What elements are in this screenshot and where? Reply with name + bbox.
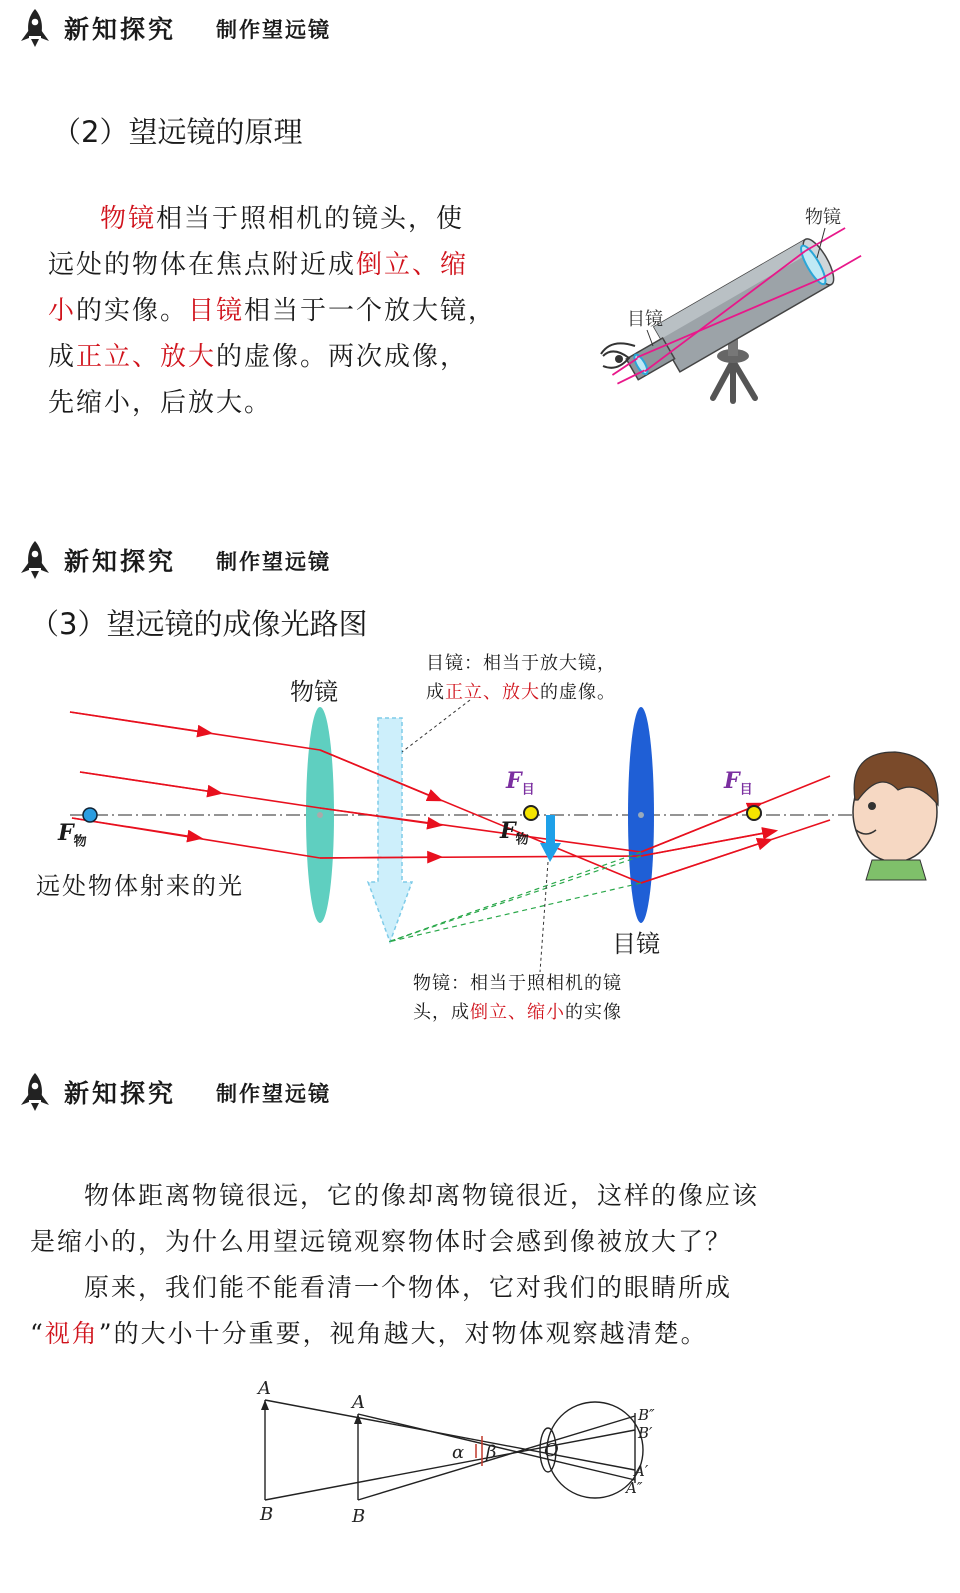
label-A1: A′: [634, 1462, 649, 1480]
text-span: 成: [48, 342, 77, 372]
text-span: 的实像: [565, 1002, 622, 1023]
highlight-text: 物镜: [100, 204, 157, 234]
objective-note: [413, 969, 622, 1027]
eyepiece-note: [426, 649, 616, 707]
section-header: [18, 6, 618, 46]
label-alpha: α: [452, 1442, 465, 1463]
label-B-near: B: [352, 1506, 366, 1527]
rocket-icon: [18, 1072, 52, 1112]
text-span: 相当于一个放大镜，: [244, 296, 497, 326]
text-line: [48, 334, 548, 380]
text-line: [48, 196, 548, 242]
label-A-near: A: [352, 1392, 365, 1413]
paragraph-line: 是缩小的，为什么用望远镜观察物体时会感到像被放大了？: [30, 1227, 733, 1256]
label-A2: A″: [626, 1479, 643, 1497]
visual-angle-paragraph: [30, 1173, 930, 1357]
header-subtitle: 制作望远镜: [216, 1081, 331, 1106]
highlight-text: 小: [48, 296, 77, 326]
highlight-text: 目镜: [188, 296, 245, 326]
label-O: O: [544, 1440, 559, 1461]
paragraph-line: 原来，我们能不能看清一个物体，它对我们的眼睛所成: [30, 1273, 733, 1302]
highlight-text: 正立、放大: [445, 682, 540, 703]
rocket-icon: [18, 540, 52, 580]
focus-label-objective-2: $F_物$: [500, 818, 529, 848]
focus-label-eyepiece-2: $F_目$: [724, 768, 753, 798]
label-beta: β: [486, 1442, 497, 1463]
text-line: [48, 288, 548, 334]
visual-angle-diagram: [250, 1378, 670, 1528]
principle-paragraph: [48, 196, 548, 426]
text-span: 物镜：相当于照相机的镜: [413, 973, 622, 994]
text-span: 成: [426, 682, 445, 703]
highlight-text: 视角: [44, 1319, 99, 1348]
text-line: [413, 969, 622, 998]
highlight-text: 倒立、缩: [356, 250, 469, 280]
text-span: 的实像。: [76, 296, 189, 326]
eyepiece-label: 目镜: [612, 930, 660, 958]
telescope-illustration: [595, 196, 885, 406]
label-B1: B′: [638, 1424, 653, 1442]
text-span: ”的大小十分重要，视角越大，对物体观察越清楚。: [98, 1319, 708, 1348]
label-B-far: B: [260, 1504, 274, 1525]
header-title: 新知探究: [64, 1079, 177, 1108]
section-header: [18, 1070, 618, 1110]
objective-label: 物镜: [290, 678, 338, 706]
focal-point-eyepiece-right: [747, 806, 761, 820]
text-span: 目镜：相当于放大镜，: [426, 653, 616, 674]
section-heading: （2）望远镜的原理: [52, 115, 303, 149]
text-span: 远处的物体在焦点附近成: [48, 250, 357, 280]
header-title: 新知探究: [64, 15, 177, 44]
observer-head-icon: [853, 752, 938, 880]
header-title: 新知探究: [64, 547, 177, 576]
header-subtitle: 制作望远镜: [216, 17, 331, 42]
telescope-label-objective: 物镜: [805, 207, 841, 228]
light-label: 远处物体射来的光: [36, 872, 244, 900]
focus-label-eyepiece: $F_目$: [506, 768, 535, 798]
text-span: “: [30, 1319, 45, 1348]
text-span: 头，成: [413, 1002, 470, 1023]
telescope-label-eyepiece: 目镜: [627, 309, 663, 330]
paragraph-line: 物体距离物镜很远，它的像却离物镜很近，这样的像应该: [30, 1181, 760, 1210]
text-line: [48, 242, 548, 288]
text-line: [426, 678, 616, 707]
section-header: [18, 538, 618, 578]
text-line: [413, 998, 622, 1027]
text-line: [48, 380, 548, 426]
virtual-image-arrow: [368, 718, 412, 942]
label-B2: B″: [638, 1406, 655, 1424]
rocket-icon: [18, 8, 52, 48]
highlight-text: 正立、放大: [76, 342, 217, 372]
text-span: 先缩小，后放大。: [48, 388, 273, 418]
highlight-text: 倒立、缩小: [470, 1002, 565, 1023]
focus-label-objective: $F_物$: [58, 820, 87, 850]
text-line: [426, 649, 616, 678]
text-span: 的虚像。两次成像，: [216, 342, 469, 372]
text-span: 相当于照相机的镜头，使: [156, 204, 465, 234]
header-subtitle: 制作望远镜: [216, 549, 331, 574]
section-heading: （3）望远镜的成像光路图: [30, 607, 368, 641]
text-span: 的虚像。: [540, 682, 616, 703]
paragraph-line: [30, 1311, 930, 1357]
label-A-far: A: [258, 1378, 271, 1399]
